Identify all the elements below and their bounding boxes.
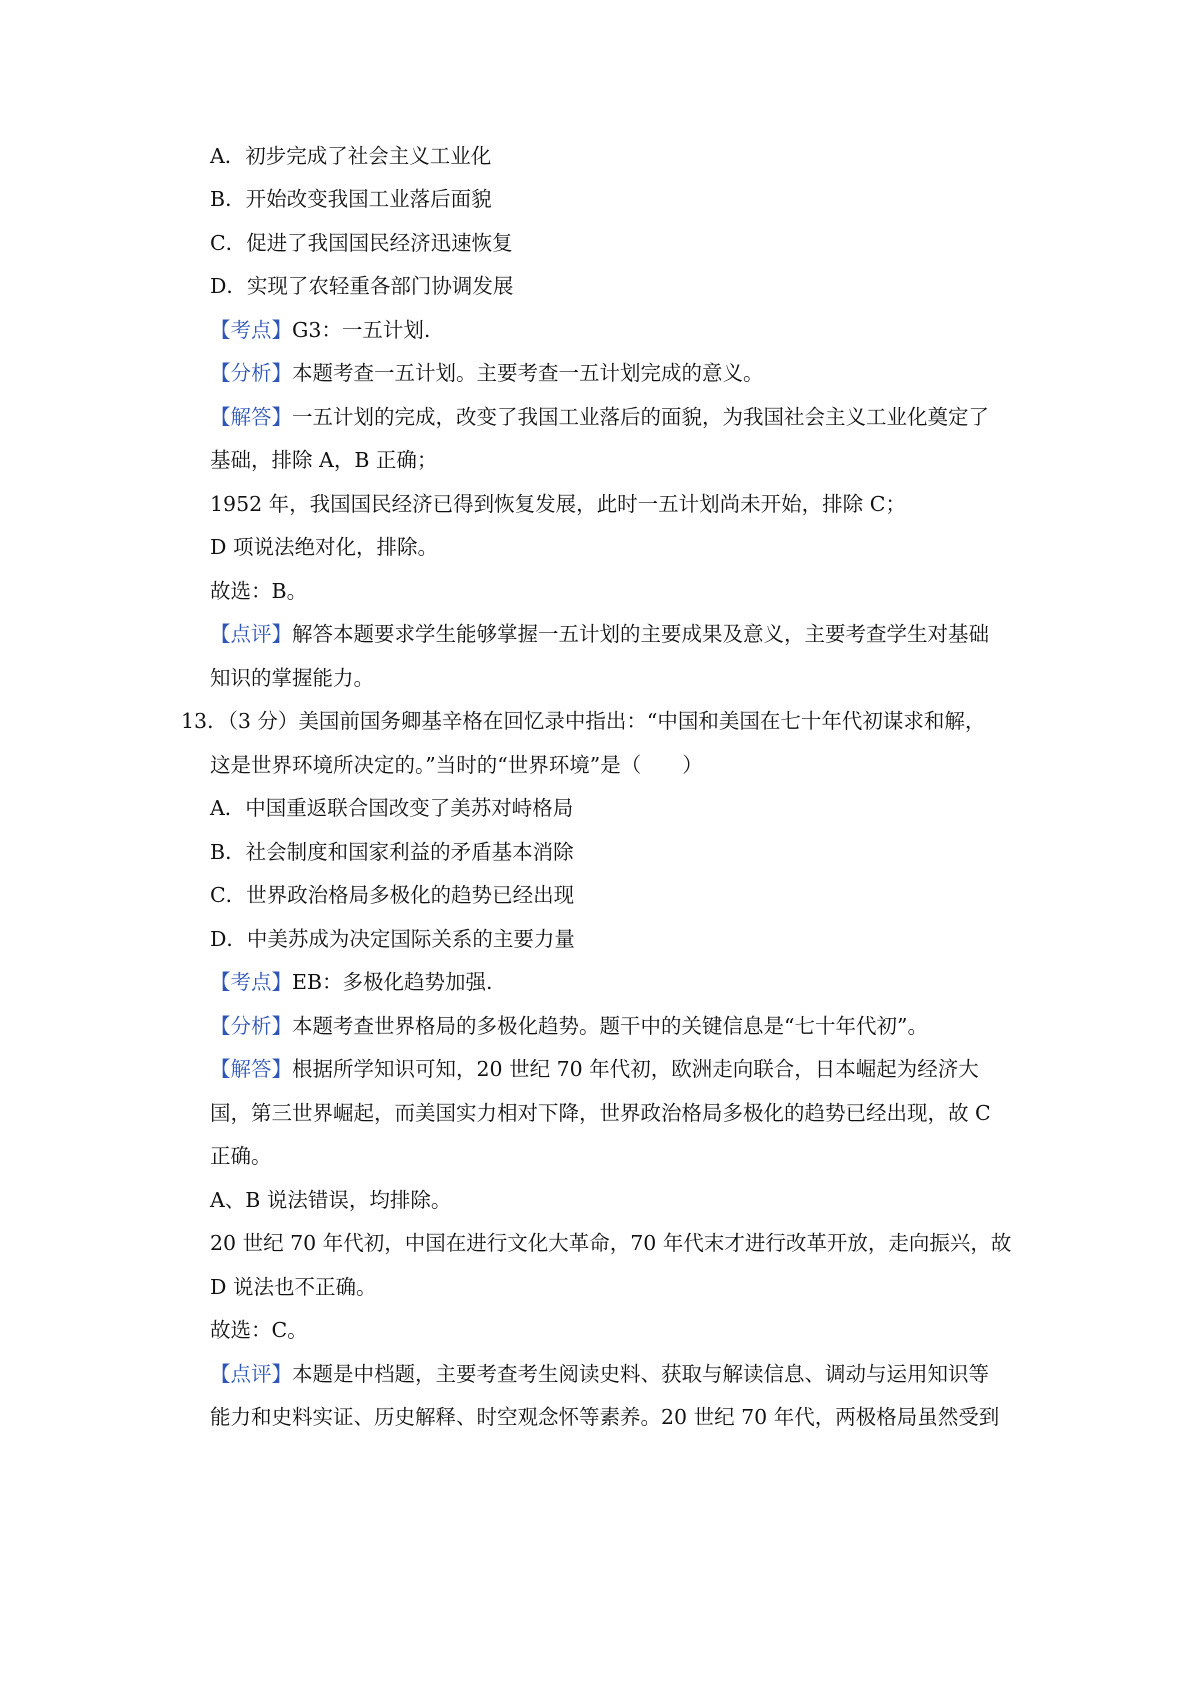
jieda-line — [210, 1054, 979, 1084]
fenxi-line — [210, 358, 764, 388]
jieda-line-5: 20 世纪 70 年代初，中国在进行文化大革命，70 年代末才进行改革开放，走向振兴，故 — [210, 1231, 1012, 1255]
option-b: B．社会制度和国家利益的矛盾基本消除 — [210, 840, 574, 864]
option-a: A．初步完成了社会主义工业化 — [210, 144, 492, 168]
dianping-text: 本题是中档题，主要考查考生阅读史料、获取与解读信息、调动与运用知识等 — [292, 1362, 989, 1386]
fenxi-tag: 【分析】 — [210, 361, 292, 385]
fenxi-text: 本题考查世界格局的多极化趋势。题干中的关键信息是“七十年代初”。 — [292, 1014, 928, 1038]
jieda-tag: 【解答】 — [210, 405, 292, 429]
jieda-tag: 【解答】 — [210, 1057, 292, 1081]
fenxi-line — [210, 1011, 928, 1041]
question-stem-2: 这是世界环境所决定的。”当时的“世界环境”是（ ） — [210, 753, 703, 777]
kaodian-tag: 【考点】 — [210, 970, 292, 994]
dianping-line-2: 知识的掌握能力。 — [210, 666, 374, 690]
jieda-line-4: A、B 说法错误，均排除。 — [210, 1188, 452, 1212]
dianping-line-2: 能力和史料实证、历史解释、时空观念怀等素养。20 世纪 70 年代，两极格局虽然受到 — [210, 1405, 1000, 1429]
kaodian-line — [210, 967, 493, 997]
jieda-line — [210, 402, 989, 432]
jieda-line-2: 国，第三世界崛起，而美国实力相对下降，世界政治格局多极化的趋势已经出现，故 C — [210, 1101, 991, 1125]
jieda-line-2: 基础，排除 A，B 正确； — [210, 448, 438, 472]
dianping-text: 解答本题要求学生能够掌握一五计划的主要成果及意义，主要考查学生对基础 — [292, 622, 989, 646]
jieda-line-3: 正确。 — [210, 1144, 272, 1168]
option-b: B．开始改变我国工业落后面貌 — [210, 187, 492, 211]
dianping-tag: 【点评】 — [210, 1362, 292, 1386]
jieda-line-6: D 说法也不正确。 — [210, 1275, 377, 1299]
jieda-line-4: D 项说法绝对化，排除。 — [210, 535, 438, 559]
fenxi-tag: 【分析】 — [210, 1014, 292, 1038]
kaodian-tag: 【考点】 — [210, 318, 292, 342]
option-d: D．实现了农轻重各部门协调发展 — [210, 274, 514, 298]
option-c: C．促进了我国国民经济迅速恢复 — [210, 231, 513, 255]
answer-line: 故选：B。 — [210, 579, 308, 603]
dianping-tag: 【点评】 — [210, 622, 292, 646]
kaodian-text: G3：一五计划. — [292, 318, 431, 342]
question-stem: 13．（3 分）美国前国务卿基辛格在回忆录中指出：“中国和美国在七十年代初谋求和解， — [181, 709, 986, 733]
answer-line: 故选：C。 — [210, 1318, 308, 1342]
option-d: D．中美苏成为决定国际关系的主要力量 — [210, 927, 575, 951]
fenxi-text: 本题考查一五计划。主要考查一五计划完成的意义。 — [292, 361, 764, 385]
dianping-line — [210, 619, 989, 649]
kaodian-text: EB：多极化趋势加强. — [292, 970, 493, 994]
kaodian-line — [210, 315, 430, 345]
jieda-line-3: 1952 年，我国国民经济已得到恢复发展，此时一五计划尚未开始，排除 C； — [210, 492, 906, 516]
option-c: C．世界政治格局多极化的趋势已经出现 — [210, 883, 575, 907]
option-a: A．中国重返联合国改变了美苏对峙格局 — [210, 796, 574, 820]
jieda-text: 一五计划的完成，改变了我国工业落后的面貌，为我国社会主义工业化奠定了 — [292, 405, 989, 429]
jieda-text: 根据所学知识可知，20 世纪 70 年代初，欧洲走向联合，日本崛起为经济大 — [292, 1057, 979, 1081]
dianping-line — [210, 1359, 989, 1389]
